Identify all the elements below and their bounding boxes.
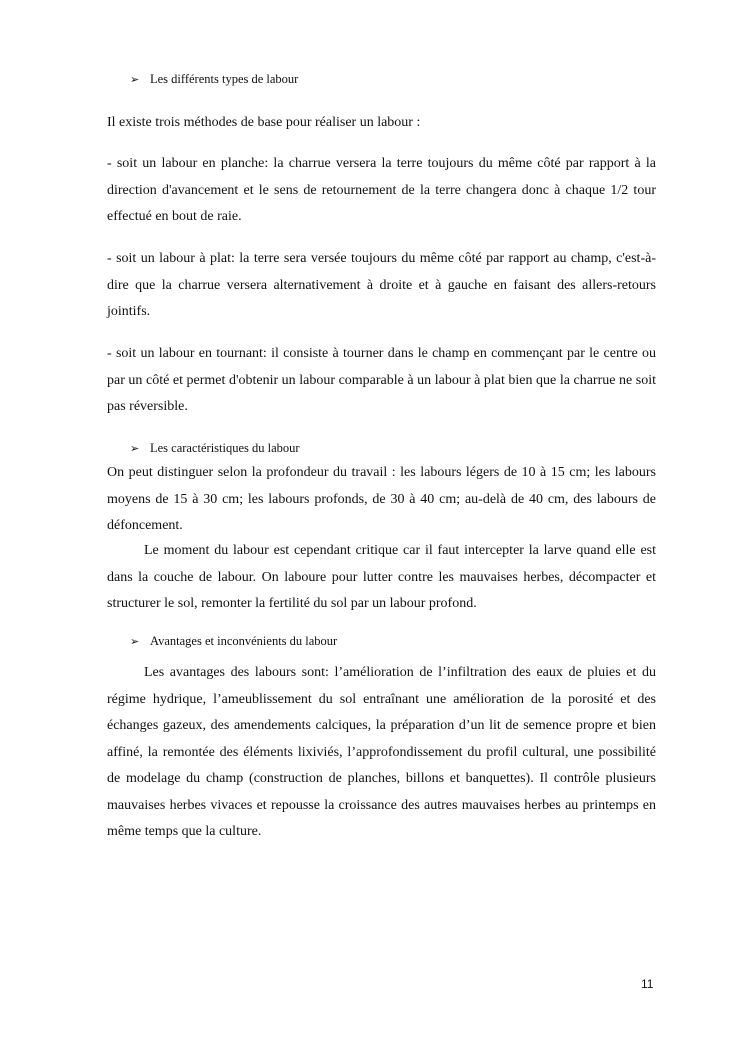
paragraph-labour-tournant: - soit un labour en tournant: il consiste à tourner dans le champ en commençant par le centre ou par un côté et permet d'obtenir un labour comparable à un labour à plat bien que la charrue ne soit pas réversible. — [107, 346, 656, 414]
paragraph-labour-plat: - soit un labour à plat: la terre sera versée toujours du même côté par rapport au champ, c'est-à-dire que la charrue versera alternativement à droite et à gauche en faisant des allers-retours jointifs. — [107, 251, 656, 319]
section-heading-avantages: ➢ Avantages et inconvénients du labour — [130, 634, 338, 648]
section-heading-types: ➢ Les différents types de labour — [130, 72, 299, 86]
section-heading-caracteristiques: ➢ Les caractéristiques du labour — [130, 441, 300, 455]
arrow-bullet-icon: ➢ — [130, 636, 140, 648]
arrow-bullet-icon: ➢ — [130, 74, 140, 86]
page-number: 11 — [641, 977, 654, 991]
paragraph-intro: Il existe trois méthodes de base pour réaliser un labour : — [107, 115, 421, 130]
arrow-bullet-icon: ➢ — [130, 443, 140, 455]
paragraph-profondeur: On peut distinguer selon la profondeur du travail : les labours légers de 10 à 15 cm; les labours moyens de 15 à 30 cm; les labours profonds, de 30 à 40 cm; au-delà de 40 cm, des labours de défoncement. — [107, 465, 656, 533]
paragraph-labour-planche: - soit un labour en planche: la charrue versera la terre toujours du même côté par rapport à la direction d'avancement et le sens de retournement de la terre changera donc à chaque 1/2 tour effectué en bout de raie. — [107, 156, 656, 224]
paragraph-moment-labour: Le moment du labour est cependant critique car il faut intercepter la larve quand elle est dans la couche de labour. On laboure pour lutter contre les mauvaises herbes, décompacter et structurer le sol, remonter la fertilité du sol par un labour profond. — [107, 543, 656, 611]
paragraph-avantages: Les avantages des labours sont: l’amélioration de l’infiltration des eaux de pluies et du régime hydrique, l’ameublissement du sol entraînant une amélioration de la porosité et des échanges gazeux, des amendements calciques, la préparation d’un lit de semence propre et bien affiné, la remontée des éléments lixiviés, l’approfondissement du profil cultural, une possibilité de modelage du champ (construction de planches, billons et banquettes). Il contrôle plusieurs mauvaises herbes vivaces et repousse la croissance des autres mauvaises herbes au printemps en même temps que la culture. — [107, 665, 656, 839]
